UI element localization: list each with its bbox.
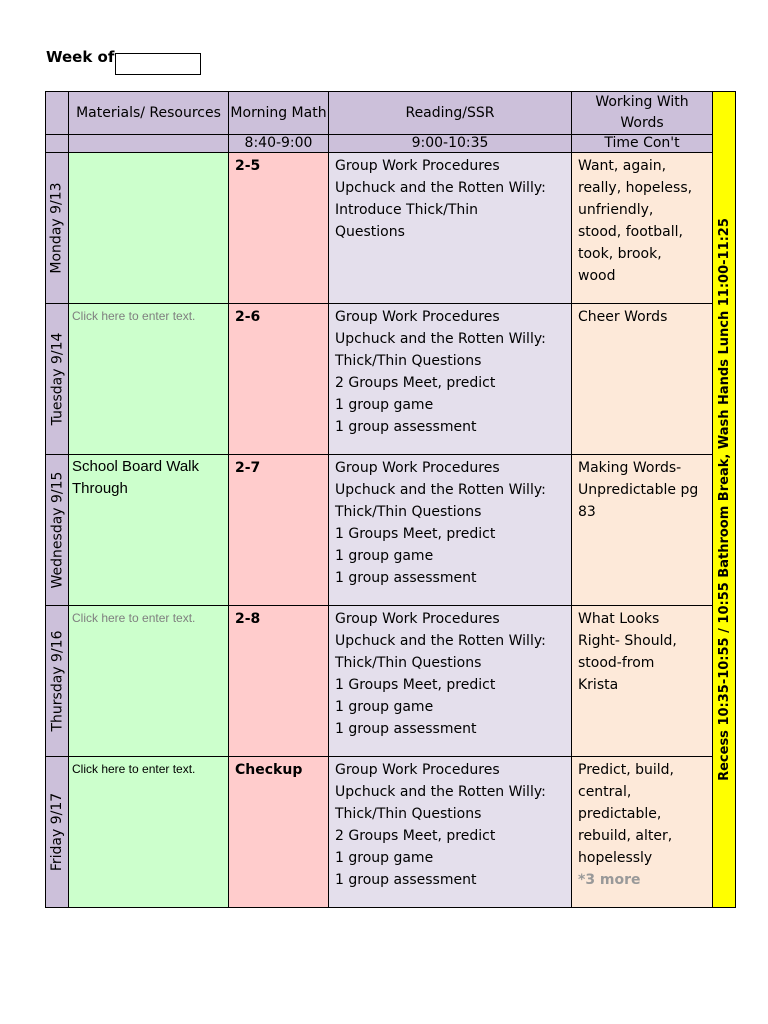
words-cell [572,153,713,304]
col-header-materials: Materials/ Resources [69,92,229,135]
words-line: stood-from [578,655,655,671]
reading-cell [329,757,572,908]
reading-line: Thick/Thin Questions [335,504,482,520]
time-math: 8:40-9:00 [229,135,329,153]
day-label: Tuesday 9/14 [49,332,66,426]
day-label: Thursday 9/16 [49,630,65,732]
col-header-words: Working With Words [572,92,713,135]
math-cell: Checkup [229,757,329,908]
materials-placeholder[interactable]: Click here to enter text. [72,611,196,625]
reading-line: 1 Groups Meet, predict [335,526,496,542]
day-cell [46,304,69,455]
col-header-reading: Reading/SSR [329,92,572,135]
col-header-math: Morning Math [229,92,329,135]
words-line: Right- Should, [578,633,677,649]
reading-line: 1 group game [335,397,434,413]
words-line: really, hopeless, [578,180,693,196]
reading-line: Introduce Thick/Thin [335,202,479,218]
reading-line: Group Work Procedures [335,762,500,778]
words-line: Krista [578,677,619,693]
reading-cell [329,304,572,455]
day-label: Wednesday 9/15 [49,471,66,589]
materials-cell[interactable] [69,606,229,757]
words-line: hopelessly [578,850,653,866]
words-line: Predict, build, [578,762,674,778]
reading-line: Upchuck and the Rotten Willy: [335,331,546,347]
words-line: stood, football, [578,224,683,240]
schedule-side-note: Recess 10:35-10:55 / 10:55 Bathroom Break, Wash Hands Lunch 11:00-11:25 [716,218,732,781]
day-row [46,455,736,606]
reading-cell [329,606,572,757]
reading-line: 1 group game [335,850,434,866]
reading-line: 1 group assessment [335,419,477,435]
reading-line: Group Work Procedures [335,460,500,476]
words-line: central, [578,784,632,800]
words-line: Want, again, [578,158,667,174]
time-reading: 9:00-10:35 [329,135,572,153]
materials-cell[interactable] [69,757,229,908]
words-line: Unpredictable pg [578,482,699,498]
more-link[interactable]: *3 more [578,872,641,888]
math-cell: 2-7 [229,455,329,606]
reading-line: 1 Groups Meet, predict [335,677,496,693]
words-line: predictable, [578,806,662,822]
day-label: Monday 9/13 [49,182,66,274]
schedule-side-cell [713,92,736,908]
reading-line: Thick/Thin Questions [335,655,482,671]
words-line: unfriendly, [578,202,654,218]
reading-line: Upchuck and the Rotten Willy: [335,180,546,196]
reading-line: Questions [335,224,405,240]
day-row [46,153,736,304]
words-line: What Looks [578,611,660,627]
materials-cell[interactable] [69,455,229,606]
reading-line: 2 Groups Meet, predict [335,828,496,844]
words-line: Making Words- [578,460,682,476]
words-cell [572,304,713,455]
math-cell: 2-5 [229,153,329,304]
reading-line: Upchuck and the Rotten Willy: [335,633,546,649]
words-line: took, brook, [578,246,662,262]
reading-line: Upchuck and the Rotten Willy: [335,784,546,800]
week-of-label: Week of [46,48,115,66]
time-materials [69,135,229,153]
day-cell [46,153,69,304]
day-row [46,606,736,757]
words-line: wood [578,268,616,284]
reading-line: Upchuck and the Rotten Willy: [335,482,546,498]
reading-line: 1 group game [335,699,434,715]
corner-cell [46,92,69,135]
materials-placeholder[interactable]: Click here to enter text. [72,309,196,323]
reading-line: Thick/Thin Questions [335,353,482,369]
reading-line: Group Work Procedures [335,611,500,627]
materials-text: School Board Walk Through [72,458,200,497]
day-cell [46,606,69,757]
words-cell [572,606,713,757]
corner-cell-time [46,135,69,153]
materials-placeholder[interactable]: Click here to enter text. [72,762,196,776]
day-label: Friday 9/17 [49,792,66,872]
reading-line: 1 group assessment [335,570,477,586]
words-line: rebuild, alter, [578,828,673,844]
materials-cell[interactable] [69,153,229,304]
words-line: Cheer Words [578,309,668,325]
materials-cell[interactable] [69,304,229,455]
reading-line: 1 group assessment [335,872,477,888]
week-of-field[interactable] [115,53,201,75]
reading-line: Group Work Procedures [335,309,500,325]
reading-line: Thick/Thin Questions [335,806,482,822]
reading-line: 1 group game [335,548,434,564]
words-cell [572,757,713,908]
time-words: Time Con't [572,135,713,153]
day-row [46,757,736,908]
math-cell: 2-8 [229,606,329,757]
math-cell: 2-6 [229,304,329,455]
lesson-plan-table [45,91,736,908]
reading-line: Group Work Procedures [335,158,500,174]
day-row [46,304,736,455]
words-cell [572,455,713,606]
reading-line: 2 Groups Meet, predict [335,375,496,391]
reading-cell [329,455,572,606]
reading-line: 1 group assessment [335,721,477,737]
reading-cell [329,153,572,304]
words-line: 83 [578,504,596,520]
day-cell [46,757,69,908]
day-cell [46,455,69,606]
